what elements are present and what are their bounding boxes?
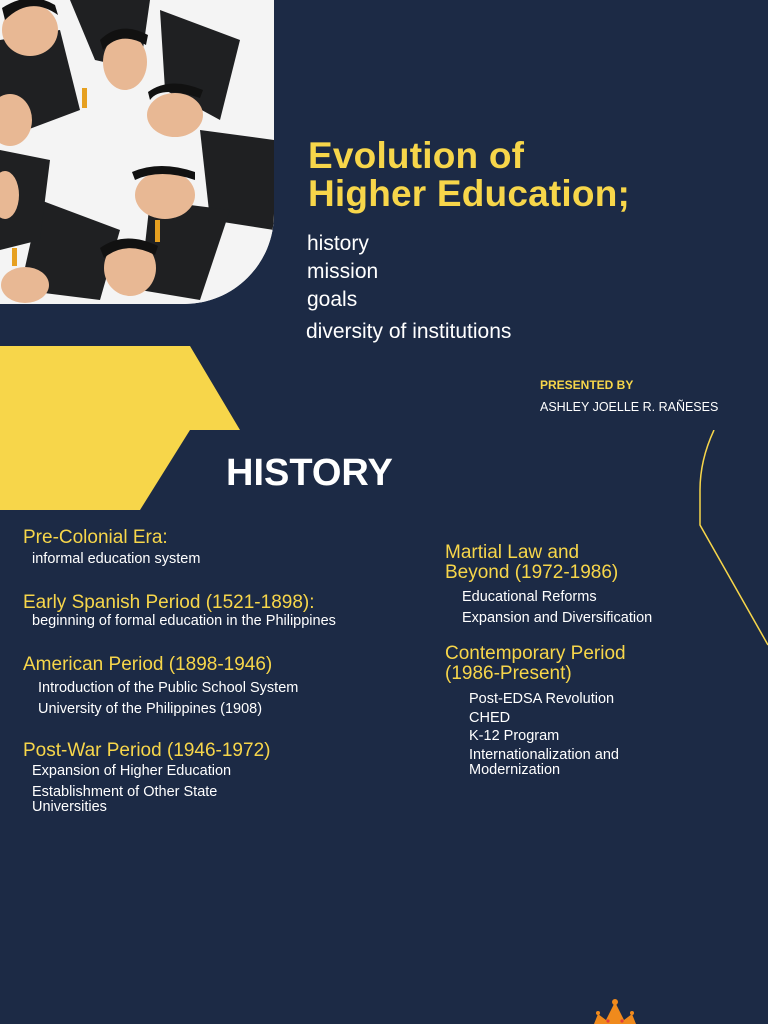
presenter-name: ASHLEY JOELLE R. RAÑESES [540,400,719,414]
crown-logo-icon [590,996,640,1024]
period-item: University of the Philippines (1908) [38,701,263,717]
period-heading: Pre-Colonial Era: [23,527,168,548]
presented-by-label: PRESENTED BY [540,378,634,392]
period-item: Introduction of the Public School System [38,680,299,696]
topic-diversity: diversity of institutions [306,320,512,343]
period-heading-line-1: Martial Law and [445,542,580,563]
period-heading-line-2: Beyond (1972-1986) [445,562,619,583]
period-item: Expansion and Diversification [462,610,653,626]
history-heading: HISTORY [226,452,393,494]
period-item: Expansion of Higher Education [32,763,232,779]
decorative-curve-line [696,430,768,650]
period-pre-colonial [23,527,201,567]
topic-history: history [307,232,369,255]
graduates-photo [0,0,274,304]
period-martial-law [445,542,653,626]
period-item: Universities [32,799,107,815]
period-item: informal education system [32,551,201,567]
period-item: Educational Reforms [462,589,597,605]
period-contemporary [445,643,626,778]
period-item: CHED [469,710,511,726]
topic-goals: goals [307,288,358,311]
period-heading: American Period (1898-1946) [23,654,273,675]
period-item: K-12 Program [469,728,560,744]
period-heading: Early Spanish Period (1521-1898): [23,592,315,613]
period-item: Establishment of Other State [32,784,218,800]
title-line-1: Evolution of [308,135,525,176]
period-post-war [23,740,271,815]
period-item: beginning of formal education in the Philippines [32,613,336,629]
presentation-title [308,137,630,213]
title-line-2: Higher Education; [308,173,631,214]
period-item: Internationalization and [469,747,619,763]
period-early-spanish [23,592,336,629]
period-item: Modernization [469,762,561,778]
period-heading-line-1: Contemporary Period [445,643,626,664]
period-heading: Post-War Period (1946-1972) [23,740,271,761]
topic-mission: mission [307,260,379,283]
period-american [23,654,299,717]
yellow-arrow-tab [0,346,240,510]
period-item: Post-EDSA Revolution [469,691,615,707]
period-heading-line-2: (1986-Present) [445,663,572,684]
